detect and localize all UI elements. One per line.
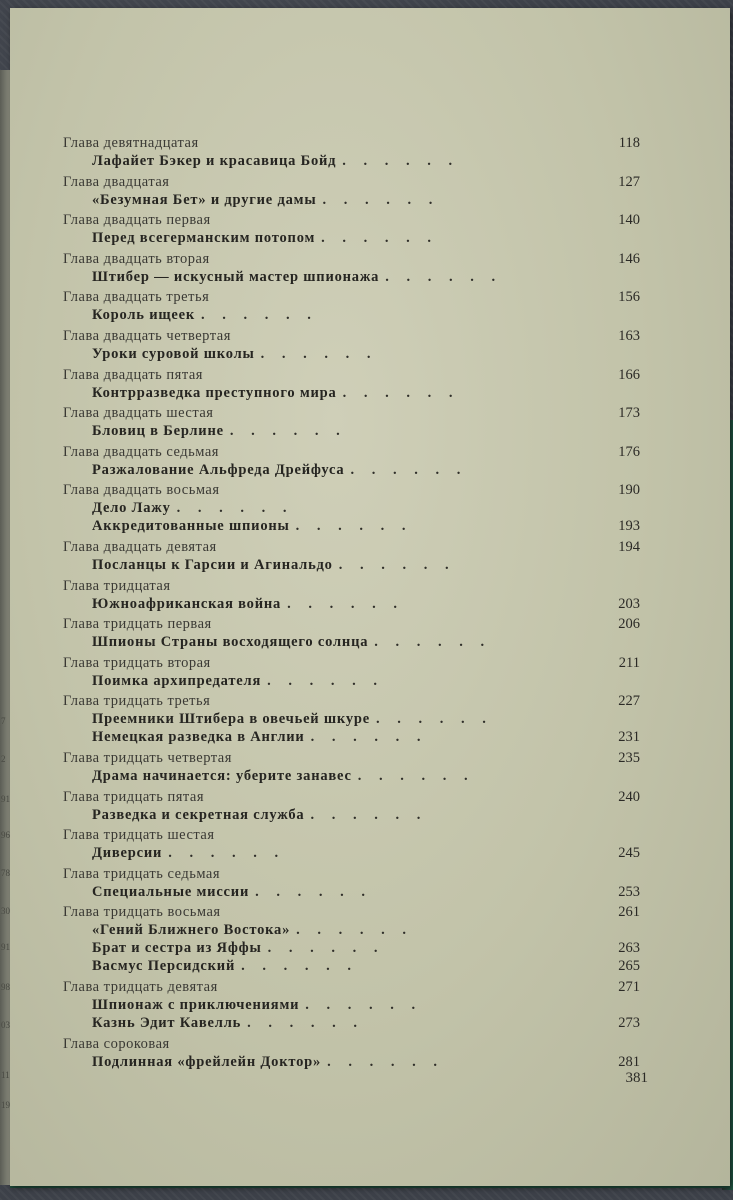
chapter-title [92, 728, 427, 746]
page-ref-number: 245 [618, 845, 640, 862]
page-ref-number: 231 [618, 729, 640, 746]
leader-dots: . . . . . . [176, 500, 294, 517]
chapter-title [92, 499, 294, 517]
leader-dots: . . . . . . [342, 153, 460, 169]
chapter-heading: Глава двадцать восьмая [63, 482, 220, 499]
chapter-heading: Глава двадцать девятая [63, 539, 217, 555]
page-ref-number: 166 [618, 366, 640, 383]
chapter-heading: Глава двадцать седьмая [63, 443, 219, 460]
chapter-title [92, 556, 456, 574]
chapter-heading: Глава двадцатая [63, 173, 170, 190]
chapter-heading: Глава тридцать седьмая [63, 865, 221, 882]
chapter-heading: Глава тридцать четвертая [63, 750, 232, 766]
chapter-title [92, 595, 404, 613]
leader-dots: . . . . . . [267, 672, 384, 689]
chapter-title-text: Драма начинается: уберите занавес [92, 768, 352, 784]
chapter-title [92, 883, 372, 901]
previous-page-margin-number: 98 [1, 982, 10, 992]
leader-dots: . . . . . . [241, 958, 358, 975]
previous-page-margin-number: 30 [1, 906, 10, 916]
page-ref-number: 206 [618, 616, 640, 633]
page-ref-number: 227 [618, 693, 640, 710]
page-ref-number: 194 [618, 539, 640, 555]
page-number: 381 [625, 1070, 648, 1086]
chapter-title-text: «Гений Ближнего Востока» [92, 922, 291, 939]
page-ref-number: 140 [618, 212, 640, 229]
chapter-title [92, 345, 378, 363]
chapter-heading: Глава девятнадцатая [63, 135, 199, 151]
chapter-title [92, 957, 358, 975]
chapter-title [92, 422, 347, 440]
leader-dots: . . . . . . [321, 230, 439, 247]
page-ref-number: 271 [618, 979, 640, 995]
page-ref-number: 127 [618, 173, 640, 190]
previous-page-margin-number: 19 [1, 1100, 10, 1110]
leader-dots: . . . . . . [287, 595, 404, 612]
page-ref-number: 146 [618, 250, 640, 267]
chapter-title [92, 710, 493, 728]
page-ref-number: 118 [618, 135, 640, 151]
chapter-title [92, 1053, 444, 1071]
chapter-title-text: Южноафриканская война [92, 595, 282, 612]
chapter-title-text: Диверсии [92, 845, 163, 862]
page-ref-number: 190 [618, 482, 640, 499]
chapter-heading: Глава двадцать шестая [63, 405, 214, 422]
chapter-title-text: Преемники Штибера в овечьей шкуре [92, 711, 371, 728]
chapter-title-text: Подлинная «фрейлейн Доктор» [92, 1053, 322, 1070]
leader-dots: . . . . . . [229, 423, 347, 440]
previous-page-edge [0, 70, 10, 1185]
chapter-heading: Глава тридцать вторая [63, 654, 211, 671]
page-ref-number: 203 [618, 595, 640, 612]
page-ref-number: 211 [618, 654, 640, 671]
page-ref-number: 156 [618, 289, 640, 306]
chapter-title [92, 306, 318, 324]
chapter-title [92, 191, 439, 209]
page-ref-number: 265 [618, 958, 640, 975]
previous-page-margin-number: 96 [1, 830, 10, 840]
page-ref-number: 281 [618, 1053, 640, 1070]
page-ref-number: 261 [618, 904, 640, 921]
chapter-heading: Глава тридцать пятая [63, 788, 205, 805]
chapter-title-text: Штибер — искусный мастер шпионажа [92, 268, 380, 285]
page-ref-number: 263 [618, 940, 640, 957]
chapter-title-text: Разжалование Альфреда Дрейфуса [92, 461, 345, 478]
chapter-title [92, 461, 467, 479]
chapter-heading: Глава тридцатая [63, 577, 171, 594]
previous-page-margin-number: 03 [1, 1020, 10, 1030]
book-page [10, 8, 730, 1186]
previous-page-margin-number: 2 [1, 754, 6, 764]
chapter-title-text: Шпионы Страны восходящего солнца [92, 634, 369, 651]
chapter-title-text: Казнь Эдит Кавелль [92, 1015, 242, 1031]
leader-dots: . . . . . . [247, 1015, 365, 1031]
chapter-title-text: Контрразведка преступного мира [92, 384, 337, 401]
page-ref-number: 235 [618, 750, 640, 766]
page-ref-number: 163 [618, 328, 640, 344]
chapter-heading: Глава тридцать шестая [63, 827, 215, 844]
chapter-title-text: Король ищеек [92, 307, 196, 324]
leader-dots: . . . . . . [305, 997, 423, 1013]
chapter-heading: Глава двадцать первая [63, 212, 211, 229]
chapter-title [92, 384, 459, 402]
chapter-title [92, 1014, 364, 1032]
chapter-title-text: Бловиц в Берлине [92, 423, 224, 440]
page-ref-number: 193 [618, 518, 640, 535]
chapter-title [92, 517, 413, 535]
previous-page-margin-number: 91 [1, 794, 10, 804]
chapter-title-text: Специальные миссии [92, 883, 250, 900]
leader-dots: . . . . . . [385, 268, 503, 285]
chapter-heading: Глава двадцать четвертая [63, 328, 231, 344]
chapter-heading: Глава сороковая [63, 1035, 170, 1052]
chapter-title-text: Посланцы к Гарсии и Агинальдо [92, 557, 333, 573]
chapter-title [92, 672, 384, 690]
chapter-heading: Глава двадцать третья [63, 289, 210, 306]
page-ref-number: 240 [618, 788, 640, 805]
chapter-title [92, 844, 285, 862]
leader-dots: . . . . . . [296, 922, 414, 939]
leader-dots: . . . . . . [295, 518, 413, 535]
chapter-heading: Глава двадцать вторая [63, 250, 210, 267]
chapter-title [92, 152, 459, 170]
leader-dots: . . . . . . [338, 557, 456, 573]
leader-dots: . . . . . . [201, 307, 318, 324]
page-ref-number: 273 [618, 1015, 640, 1031]
chapter-title [92, 806, 427, 824]
chapter-title [92, 996, 422, 1014]
previous-page-margin-number: 11 [1, 1070, 10, 1080]
leader-dots: . . . . . . [260, 346, 378, 362]
chapter-heading: Глава тридцать восьмая [63, 904, 221, 921]
leader-dots: . . . . . . [322, 191, 440, 208]
chapter-title-text: «Безумная Бет» и другие дамы [92, 191, 317, 208]
chapter-heading: Глава тридцать первая [63, 616, 212, 633]
leader-dots: . . . . . . [327, 1053, 444, 1070]
leader-dots: . . . . . . [350, 461, 468, 478]
leader-dots: . . . . . . [310, 729, 428, 746]
previous-page-margin-number: 91 [1, 942, 10, 952]
table-of-contents [10, 8, 730, 1186]
leader-dots: . . . . . . [255, 883, 372, 900]
chapter-title [92, 767, 475, 785]
chapter-title [92, 633, 491, 651]
chapter-title-text: Уроки суровой школы [92, 346, 255, 362]
chapter-title-text: Дело Лажу [92, 500, 171, 517]
chapter-title-text: Брат и сестра из Яффы [92, 940, 262, 957]
leader-dots: . . . . . . [374, 634, 492, 651]
chapter-title [92, 268, 502, 286]
chapter-title [92, 921, 413, 939]
leader-dots: . . . . . . [310, 806, 428, 823]
chapter-heading: Глава тридцать третья [63, 693, 211, 710]
chapter-heading: Глава тридцать девятая [63, 979, 218, 995]
page-ref-number: 176 [618, 443, 640, 460]
chapter-title-text: Аккредитованные шпионы [92, 518, 290, 535]
chapter-title-text: Перед всегерманским потопом [92, 230, 316, 247]
leader-dots: . . . . . . [342, 384, 460, 401]
page-ref-number: 253 [618, 883, 640, 900]
leader-dots: . . . . . . [267, 940, 385, 957]
chapter-title-text: Разведка и секретная служба [92, 806, 305, 823]
leader-dots: . . . . . . [357, 768, 475, 784]
chapter-heading: Глава двадцать пятая [63, 366, 203, 383]
page-ref-number: 173 [618, 405, 640, 422]
chapter-title [92, 939, 385, 957]
previous-page-margin-numbers [0, 670, 10, 1120]
chapter-title-text: Немецкая разведка в Англии [92, 729, 305, 746]
previous-page-margin-number: 7 [1, 716, 6, 726]
previous-page-margin-number: 78 [1, 868, 10, 878]
chapter-title-text: Лафайет Бэкер и красавица Бойд [92, 153, 337, 169]
chapter-title-text: Васмус Персидский [92, 958, 236, 975]
chapter-title-text: Поимка архипредателя [92, 672, 262, 689]
leader-dots: . . . . . . [168, 845, 286, 862]
leader-dots: . . . . . . [376, 711, 493, 728]
chapter-title-text: Шпионаж с приключениями [92, 997, 300, 1013]
chapter-title [92, 229, 438, 247]
